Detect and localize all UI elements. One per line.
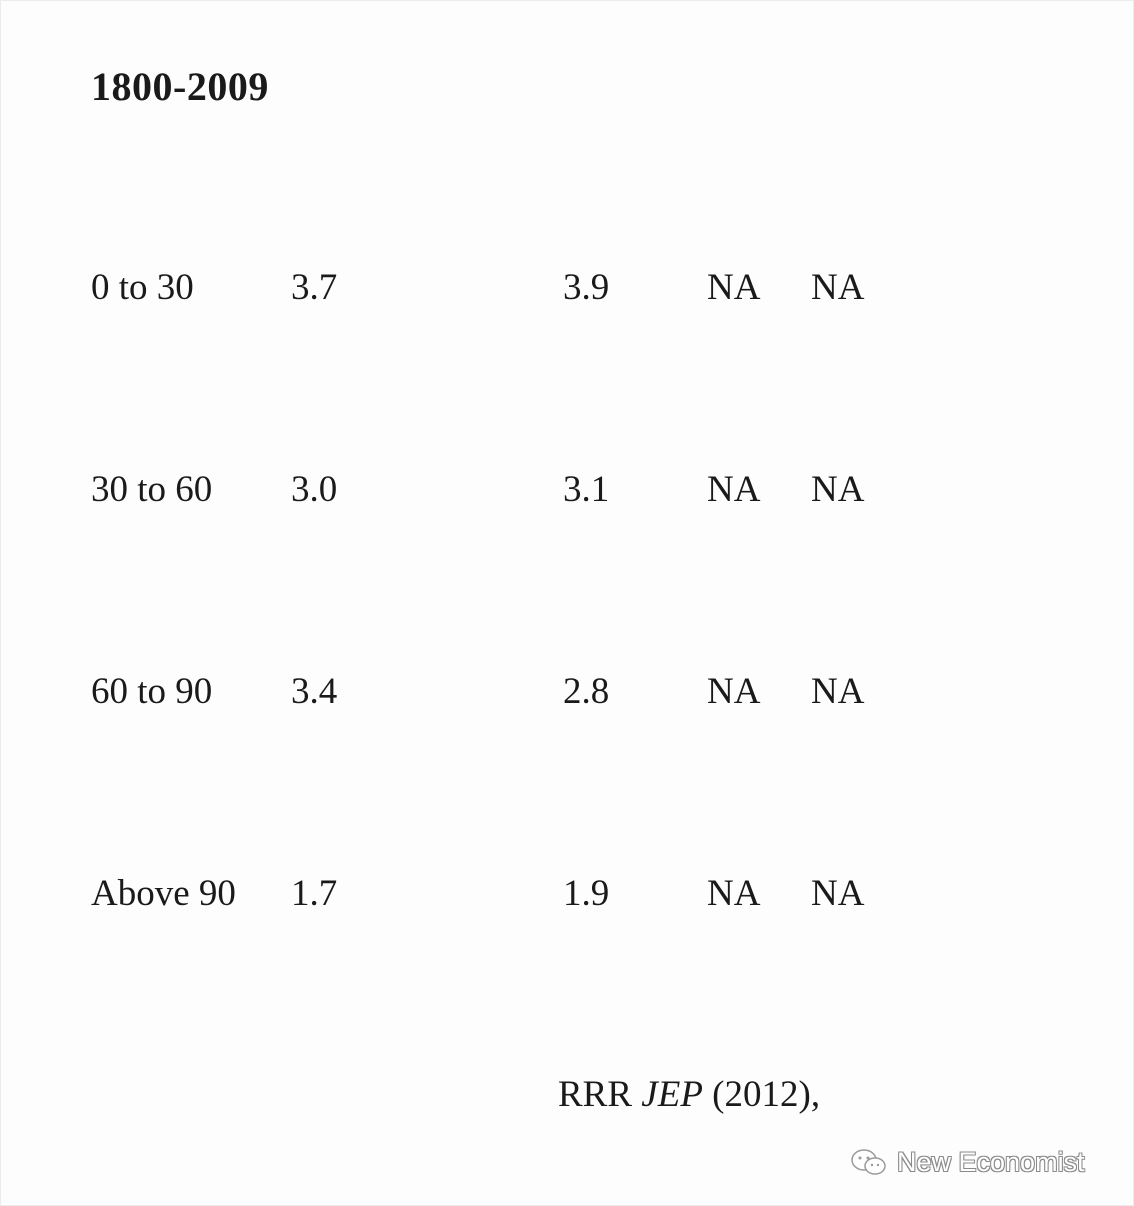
watermark-text: New Economist xyxy=(897,1146,1085,1177)
debt-range-label: 30 to 60 xyxy=(91,469,213,510)
debt-range-label: 60 to 90 xyxy=(91,671,213,712)
table-cell: 3.9 xyxy=(563,267,610,308)
table-cell: 3.4 xyxy=(291,671,338,712)
table-cell: 2.8 xyxy=(563,671,610,712)
wechat-icon xyxy=(849,1147,889,1177)
table-cell: 3.1 xyxy=(563,469,610,510)
table-cell: NA xyxy=(707,671,761,712)
table-row xyxy=(1,264,1133,312)
source-journal: JEP xyxy=(641,1074,703,1115)
table-cell: NA xyxy=(811,267,865,308)
table-cell: NA xyxy=(811,873,865,914)
source-year: (2012), xyxy=(712,1074,821,1115)
table-row xyxy=(1,870,1133,918)
table-cell: 1.7 xyxy=(291,873,338,914)
table-row xyxy=(1,466,1133,514)
table-cell: NA xyxy=(707,873,761,914)
table-cell: NA xyxy=(811,671,865,712)
table-row xyxy=(1,668,1133,716)
table-cell: 3.7 xyxy=(291,267,338,308)
table-cell: NA xyxy=(707,469,761,510)
table-cell: NA xyxy=(707,267,761,308)
debt-range-label: Above 90 xyxy=(91,873,236,914)
table-cell: 1.9 xyxy=(563,873,610,914)
table-cell: NA xyxy=(811,469,865,510)
period-heading: 1800-2009 xyxy=(91,64,269,109)
debt-range-label: 0 to 30 xyxy=(91,267,194,308)
table-cell: 3.0 xyxy=(291,469,338,510)
watermark xyxy=(849,1144,1085,1180)
source-citation xyxy=(558,1071,820,1119)
source-authors: RRR xyxy=(558,1074,633,1115)
